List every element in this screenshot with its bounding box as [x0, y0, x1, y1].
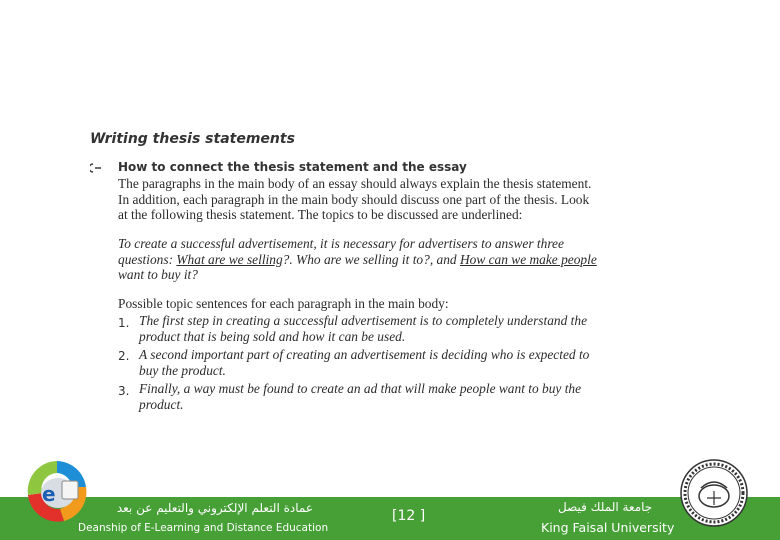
item-number: 3. [118, 384, 130, 398]
topic-underlined: How can we make people [459, 251, 597, 267]
item-number: 1. [118, 316, 130, 330]
thesis-text: ?. [282, 251, 297, 267]
topic-line: buy the product. [139, 363, 226, 378]
intro-line: In addition, each paragraph in the main body should discuss one part of the thesis. Look [118, 191, 590, 207]
topic-sentence [139, 313, 679, 345]
university-seal-icon [679, 458, 749, 528]
topic-line: Finally, a way must be found to create an ad that will make people want to buy the [139, 381, 582, 396]
thesis-line [118, 252, 688, 268]
topic-underlined: What are we selling [176, 251, 283, 267]
intro-line: at the following thesis statement. The topics to be discussed are underlined: [118, 207, 523, 222]
thesis-text: ?, and [423, 251, 460, 267]
intro-paragraph [118, 176, 688, 223]
section-heading: Writing thesis statements [90, 131, 295, 147]
thesis-statement [118, 236, 688, 283]
topic-sentence [139, 381, 679, 413]
thesis-line: To create a successful advertisement, it is necessary for advertisers to answer three [118, 236, 564, 251]
page-number: [12 ] [392, 508, 426, 524]
deanship-english: Deanship of E-Learning and Distance Education [78, 522, 329, 534]
topic-plain: Who are we selling it to [296, 251, 424, 267]
footer-bar [0, 497, 780, 540]
topic-line: product that is being sold and how it can be used. [139, 329, 406, 344]
subheading: How to connect the thesis statement and the essay [118, 160, 467, 174]
university-arabic: جامعة الملك فيصل [558, 500, 653, 514]
elearning-logo-icon [24, 457, 90, 527]
topic-sentence [139, 347, 679, 379]
deanship-arabic: عمادة التعلم الإلكتروني والتعليم عن بعد [116, 501, 313, 515]
intro-line: The paragraphs in the main body of an essay should always explain the thesis statement. [118, 176, 592, 191]
topic-intro: Possible topic sentences for each paragraph in the main body: [118, 296, 449, 311]
item-number: 2. [118, 349, 130, 363]
thesis-line: want to buy it? [118, 267, 198, 282]
arrow-bullet-icon [90, 162, 102, 174]
topic-line: The first step in creating a successful advertisement is to completely understand the [139, 313, 588, 328]
svg-text:e: e [42, 482, 56, 506]
thesis-text: questions: [118, 251, 177, 267]
topic-line: A second important part of creating an advertisement is deciding who is expected to [139, 347, 590, 362]
university-english: King Faisal University [541, 520, 675, 535]
topic-line: product. [139, 397, 184, 412]
